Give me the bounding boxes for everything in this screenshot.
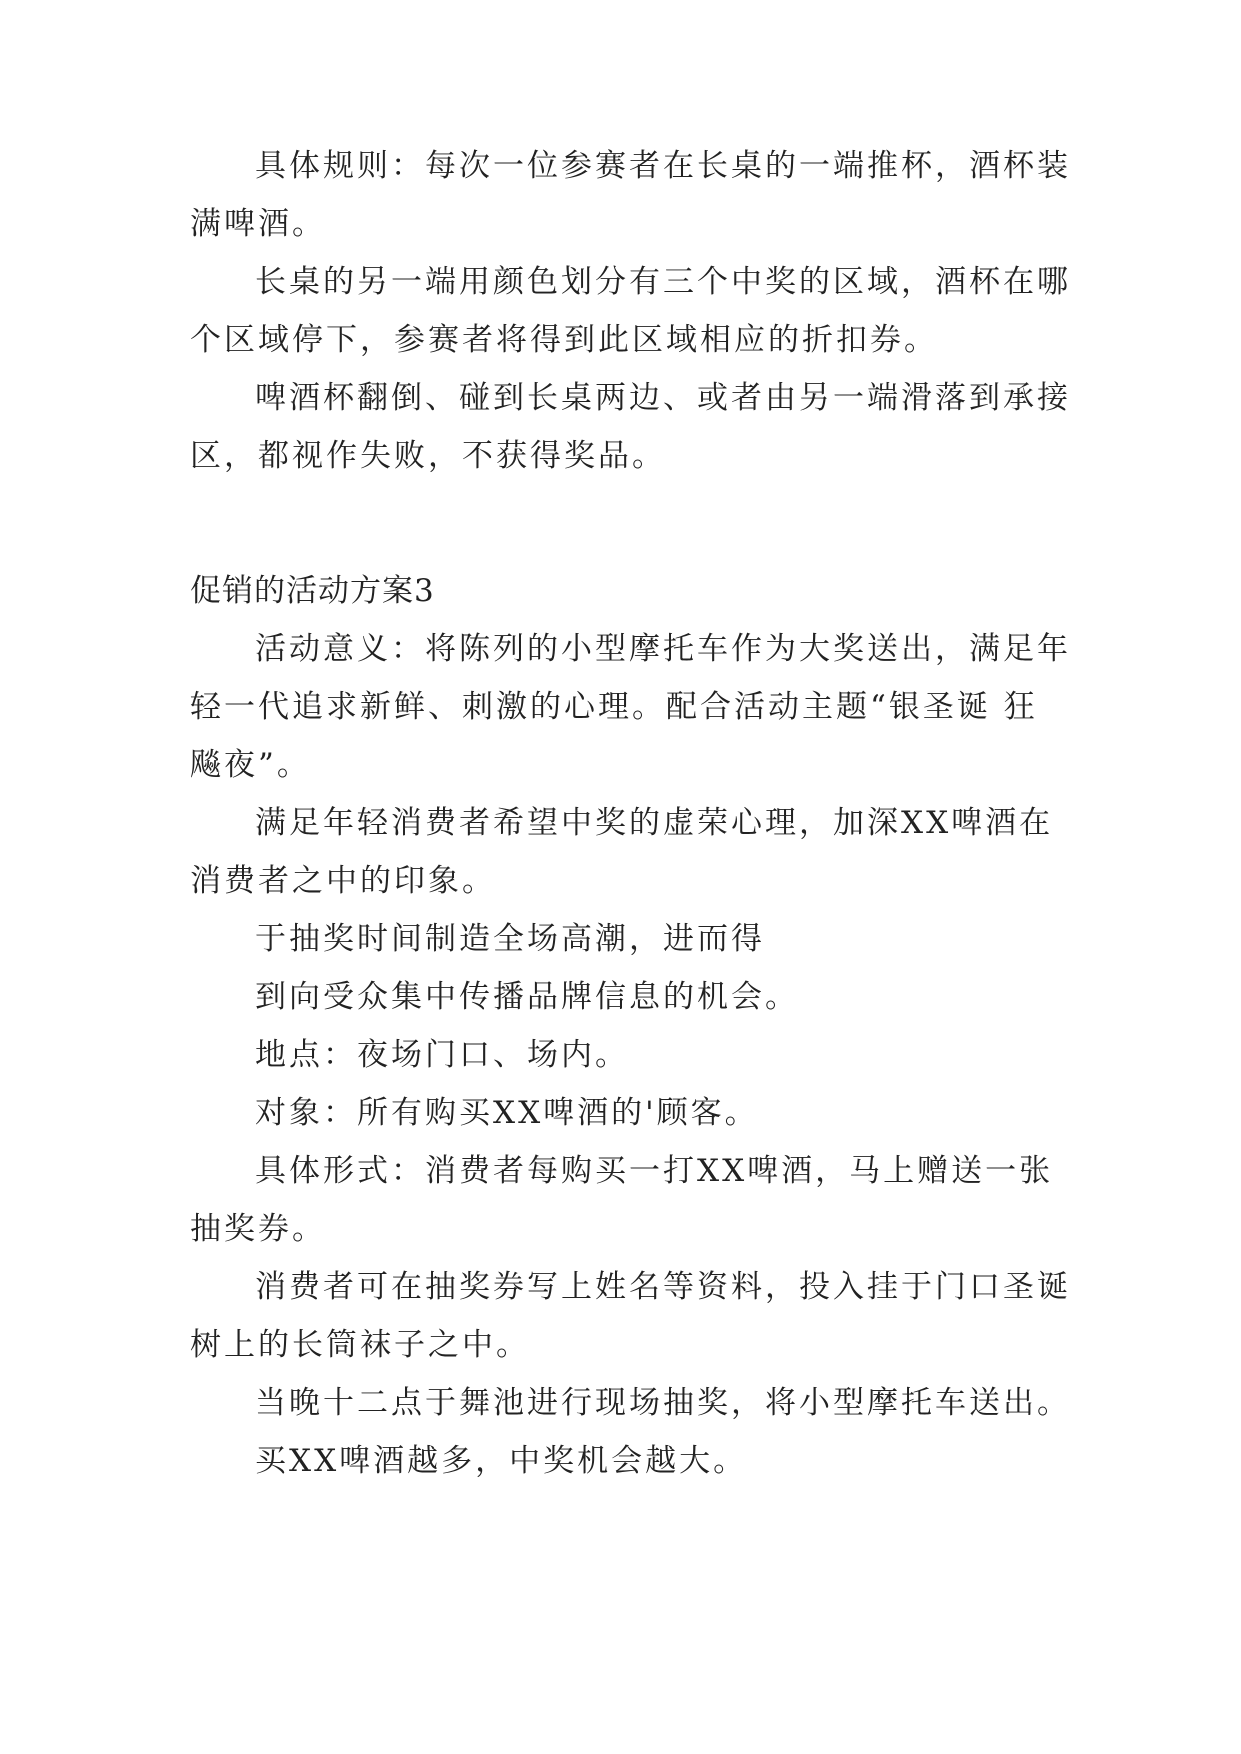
paragraph-line: 消费者可在抽奖券写上姓名等资料，投入挂于门口圣诞 [255,1269,1071,1305]
paragraph-line: 满足年轻消费者希望中奖的虚荣心理，加深XX啤酒在 [255,805,1054,841]
activity-section [190,620,1071,1490]
paragraph-line: 啤酒杯翻倒、碰到长桌两边、或者由另一端滑落到承接 [255,380,1071,416]
paragraph-line: 抽奖券。 [190,1211,326,1247]
paragraph-line: 轻一代追求新鲜、刺激的心理。配合活动主题“银圣诞 狂 [190,689,1038,725]
paragraph-line: 活动意义：将陈列的小型摩托车作为大奖送出，满足年 [255,631,1071,667]
rules-section [190,137,1071,485]
paragraph-line: 具体形式：消费者每购买一打XX啤酒，马上赠送一张 [255,1153,1054,1189]
paragraph-line: 树上的长筒袜子之中。 [190,1327,530,1363]
paragraph-line: 消费者之中的印象。 [190,863,496,899]
paragraph-line: 地点：夜场门口、场内。 [255,1037,629,1073]
paragraph-line: 当晚十二点于舞池进行现场抽奖，将小型摩托车送出。 [255,1385,1071,1421]
paragraph-line: 飚夜”。 [190,747,311,783]
section-title: 促销的活动方案3 [190,573,435,609]
paragraph-line: 买XX啤酒越多，中奖机会越大。 [255,1443,748,1479]
paragraph-line: 长桌的另一端用颜色划分有三个中奖的区域，酒杯在哪 [255,264,1071,300]
paragraph-line: 区，都视作失败，不获得奖品。 [190,438,666,474]
paragraph-line: 具体规则：每次一位参赛者在长桌的一端推杯，酒杯装 [255,148,1071,184]
paragraph-line: 满啤酒。 [190,206,326,242]
section-heading [190,562,1060,620]
paragraph-line: 个区域停下，参赛者将得到此区域相应的折扣券。 [190,322,938,358]
paragraph-line: 对象：所有购买XX啤酒的'顾客。 [255,1095,759,1131]
paragraph-line: 于抽奖时间制造全场高潮，进而得 [255,921,765,957]
paragraph-line: 到向受众集中传播品牌信息的机会。 [255,979,799,1015]
